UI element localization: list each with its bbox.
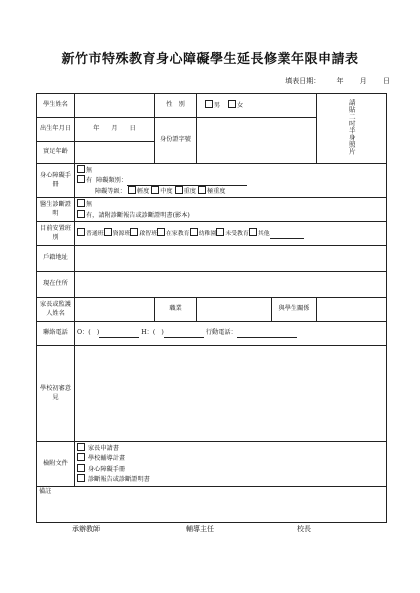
disability-options — [75, 164, 387, 198]
placement-resource-label: 資源班 — [112, 231, 131, 238]
disability-category-label: 障礙類別： — [96, 177, 128, 185]
attach-diagnosis-checkbox[interactable] — [77, 474, 85, 482]
placement-regular-checkbox[interactable] — [77, 228, 85, 236]
attach-label: 檢附文件 — [37, 442, 75, 486]
review-field[interactable] — [75, 346, 387, 442]
application-form-table — [36, 93, 387, 523]
page-title: 新竹市特殊教育身心障礙學生延長修業年限申請表 — [61, 52, 359, 67]
gender-female-label: 女 — [236, 102, 244, 110]
attach-parent-label: 家長申請書 — [87, 445, 119, 453]
mobile-label: 行動電話： — [205, 329, 237, 337]
gender-male-checkbox[interactable] — [205, 100, 213, 108]
attach-handbook-checkbox[interactable] — [77, 464, 85, 472]
household-field[interactable] — [75, 246, 387, 272]
attach-list — [75, 442, 387, 486]
disability-label: 身心障礙手冊 — [37, 164, 75, 198]
id-label: 身份證字號 — [155, 118, 197, 164]
placement-kindergarten-checkbox[interactable] — [190, 228, 198, 236]
phone-office-line[interactable] — [99, 337, 139, 338]
signature-teacher: 承辦教師 — [72, 525, 100, 533]
placement-special-label: 啟智班 — [139, 231, 158, 238]
gender-label: 性 別 — [155, 94, 197, 118]
disability-none-label: 無 — [86, 167, 93, 174]
disability-has-label: 有 — [86, 177, 93, 185]
occupation-label: 職業 — [155, 298, 197, 322]
placement-kindergarten-label: 幼稚園 — [198, 231, 217, 238]
placement-home-label: 在家教育 — [166, 231, 190, 238]
medical-options — [75, 198, 387, 222]
notes-field[interactable] — [37, 486, 387, 522]
placement-label: 目前安置班別 — [37, 222, 75, 246]
level-profound-checkbox[interactable] — [198, 186, 206, 194]
level-profound-label: 極重度 — [206, 187, 226, 195]
mobile-line[interactable] — [237, 337, 297, 338]
attach-plan-label: 學校輔導計畫 — [87, 455, 126, 463]
attach-plan-checkbox[interactable] — [77, 453, 85, 461]
phone-home-label: H：( ) — [141, 329, 164, 337]
placement-none-checkbox[interactable] — [216, 228, 224, 236]
attach-handbook-label: 身心障礙手冊 — [87, 465, 126, 473]
student-name-field[interactable] — [75, 94, 155, 118]
placement-other-checkbox[interactable] — [249, 228, 257, 236]
fill-date-day: 日 — [383, 77, 390, 85]
disability-has-checkbox[interactable] — [77, 175, 85, 183]
occupation-field[interactable] — [197, 298, 272, 322]
id-field[interactable] — [197, 118, 317, 164]
placement-none-label: 未受教育 — [225, 231, 249, 238]
phone-office-label: O：( ) — [77, 329, 100, 337]
disability-level-label: 障礙等級： — [95, 187, 126, 195]
attach-parent-checkbox[interactable] — [77, 443, 85, 451]
medical-none-checkbox[interactable] — [77, 199, 85, 207]
guardian-field[interactable] — [75, 298, 155, 322]
notes-label: 備註 — [39, 487, 52, 495]
disability-none-checkbox[interactable] — [77, 165, 85, 173]
medical-has-checkbox[interactable] — [77, 210, 85, 218]
signature-director: 輔導主任 — [186, 525, 214, 533]
level-mild-checkbox[interactable] — [128, 186, 136, 194]
student-name-label: 學生姓名 — [37, 94, 75, 118]
gender-female-checkbox[interactable] — [228, 100, 236, 108]
level-mild-label: 輕度 — [136, 187, 150, 195]
level-severe-checkbox[interactable] — [175, 186, 183, 194]
birth-day: 日 — [129, 125, 136, 133]
placement-home-checkbox[interactable] — [157, 228, 165, 236]
birth-label: 出生年月日 — [37, 118, 75, 142]
contact-label: 聯絡電話 — [37, 322, 75, 346]
placement-regular-label: 普通班 — [86, 231, 104, 238]
birth-month: 月 — [111, 125, 118, 133]
level-moderate-label: 中度 — [160, 187, 173, 195]
fill-date-line — [285, 76, 390, 86]
placement-resource-checkbox[interactable] — [104, 228, 112, 236]
actual-age-label: 實足年齡 — [37, 142, 75, 164]
guardian-label: 家長或監護人姓名 — [37, 298, 75, 322]
actual-age-field[interactable] — [75, 142, 155, 164]
photo-label: 請貼二吋半身照片 — [347, 98, 356, 155]
birth-year: 年 — [93, 125, 100, 133]
birth-field[interactable] — [75, 118, 155, 142]
level-moderate-checkbox[interactable] — [151, 186, 159, 194]
placement-special-checkbox[interactable] — [130, 228, 138, 236]
current-address-label: 現在住所 — [37, 272, 75, 298]
current-address-field[interactable] — [75, 272, 387, 298]
medical-label: 醫生診斷證明 — [37, 198, 75, 222]
household-label: 戶籍地址 — [37, 246, 75, 272]
placement-other-label: 其他 — [257, 231, 270, 238]
photo-box — [317, 94, 387, 164]
contact-field — [75, 322, 387, 346]
medical-none-label: 無 — [86, 201, 93, 209]
placement-other-line[interactable] — [270, 238, 304, 239]
placement-options — [75, 222, 387, 246]
fill-date-label: 填表日期： — [285, 77, 321, 85]
fill-date-month: 月 — [359, 77, 367, 85]
gender-options — [197, 94, 317, 118]
relation-label: 與學生關係 — [272, 298, 317, 322]
gender-male-label: 男 — [213, 102, 221, 110]
medical-has-label: 有，請附診斷報告或診斷證明書(影本) — [86, 211, 190, 219]
attach-diagnosis-label: 診斷報告或診斷證明書 — [87, 476, 150, 484]
signature-principal: 校長 — [297, 525, 311, 533]
phone-home-line[interactable] — [164, 337, 204, 338]
fill-date-year: 年 — [336, 77, 344, 85]
review-label: 學校初審意見 — [37, 346, 75, 442]
relation-field[interactable] — [317, 298, 387, 322]
level-severe-label: 重度 — [183, 187, 196, 195]
